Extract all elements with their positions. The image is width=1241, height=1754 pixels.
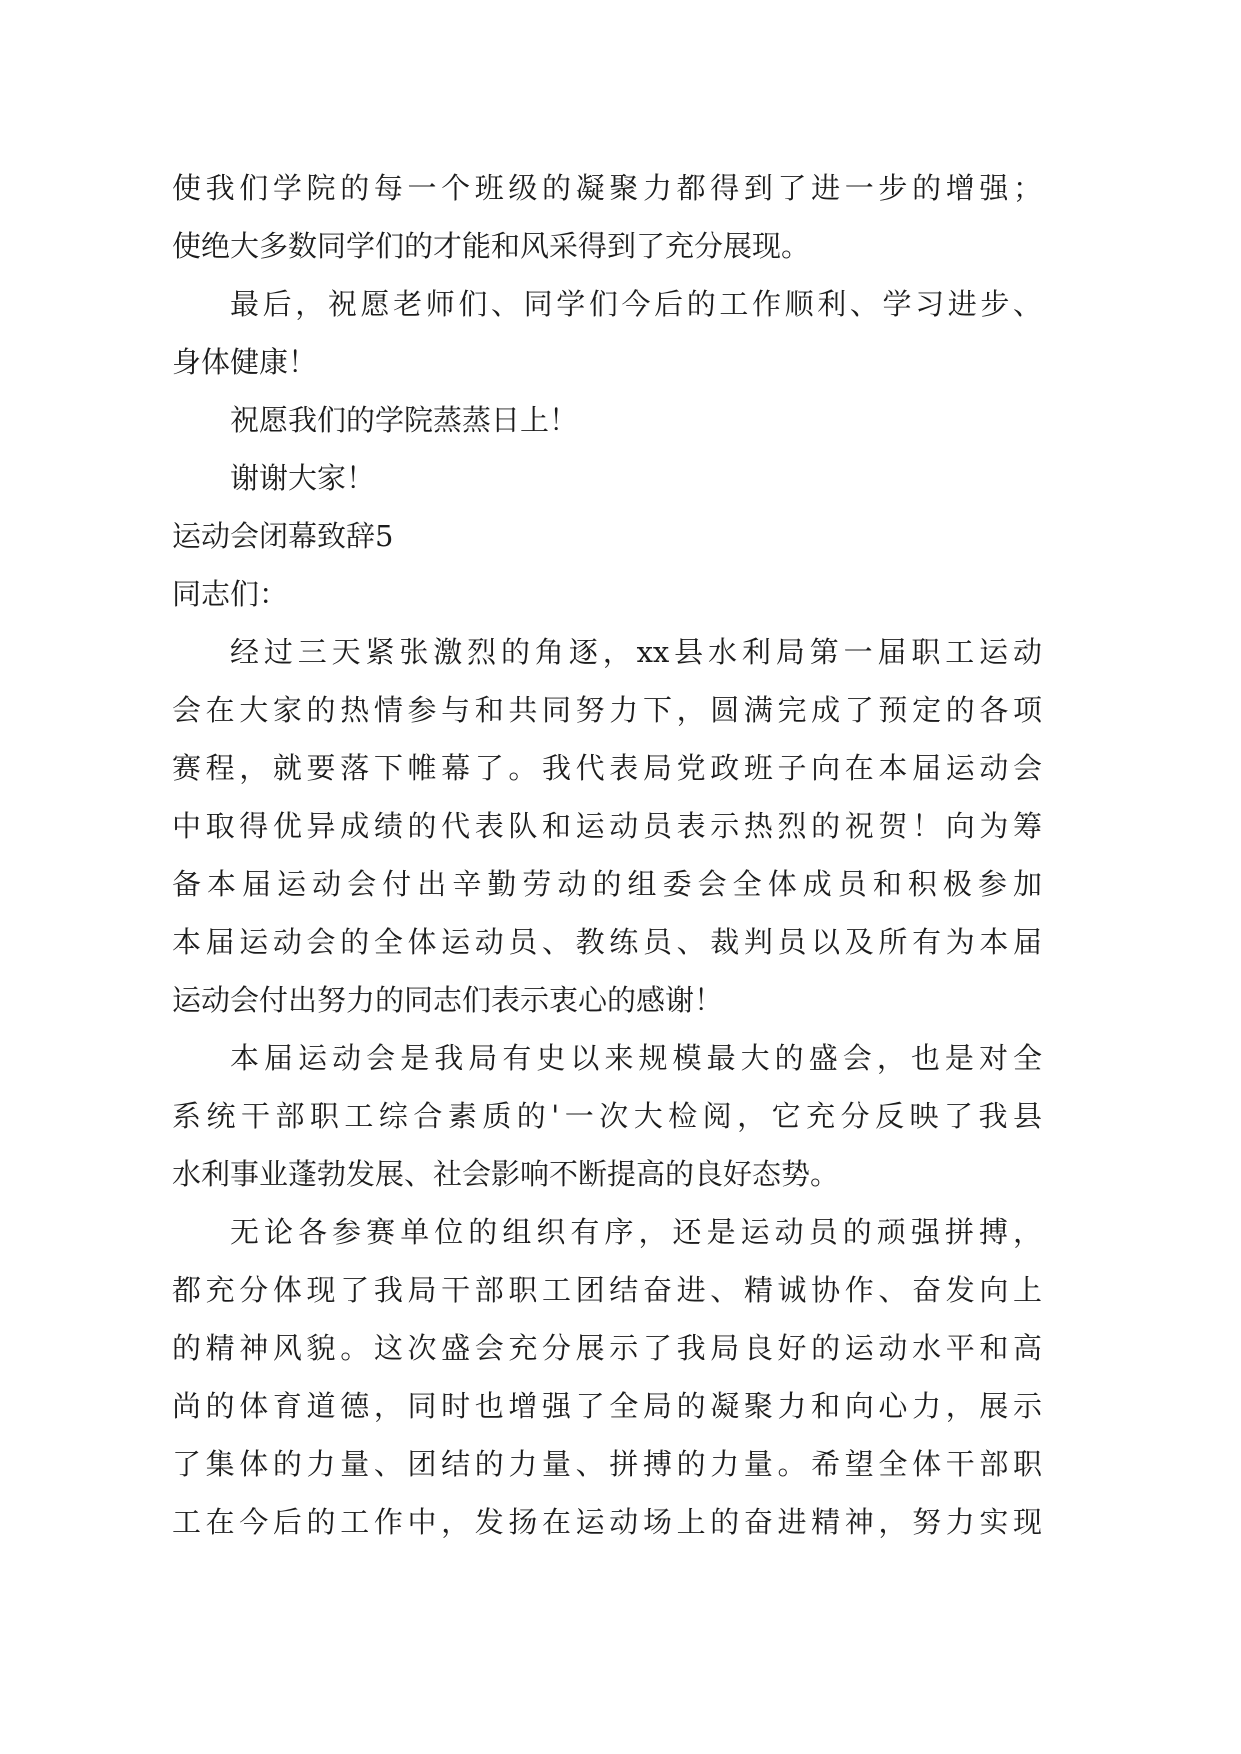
- section-title: 运动会闭幕致辞5: [172, 519, 394, 553]
- text-line: 身体健康！: [172, 345, 318, 379]
- text-line: 备本届运动会付出辛勤劳动的组委会全体成员和积极参加: [172, 867, 1042, 901]
- text-line: 工在今后的工作中，发扬在运动场上的奋进精神，努力实现: [172, 1505, 1042, 1539]
- text-line: 系统干部职工综合素质的'一次大检阅，它充分反映了我县: [172, 1099, 1042, 1133]
- text-line: 最后，祝愿老师们、同学们今后的工作顺利、学习进步、: [230, 287, 1042, 321]
- text-line: 本届运动会是我局有史以来规模最大的盛会，也是对全: [230, 1041, 1042, 1075]
- document-body: [172, 159, 1042, 1551]
- text-line: 谢谢大家！: [230, 461, 376, 495]
- text-line: 都充分体现了我局干部职工团结奋进、精诚协作、奋发向上: [172, 1273, 1042, 1307]
- text-line: 无论各参赛单位的组织有序，还是运动员的顽强拼搏，: [230, 1215, 1042, 1249]
- text-line: 水利事业蓬勃发展、社会影响不断提高的良好态势。: [172, 1157, 840, 1191]
- text-line: 使绝大多数同学们的才能和风采得到了充分展现。: [172, 229, 811, 263]
- text-line: 中取得优异成绩的代表队和运动员表示热烈的祝贺！向为筹: [172, 809, 1042, 843]
- text-line: 赛程，就要落下帷幕了。我代表局党政班子向在本届运动会: [172, 751, 1042, 785]
- text-line: 经过三天紧张激烈的角逐，xx县水利局第一届职工运动: [230, 635, 1042, 669]
- text-line: 会在大家的热情参与和共同努力下，圆满完成了预定的各项: [172, 693, 1042, 727]
- text-line: 本届运动会的全体运动员、教练员、裁判员以及所有为本届: [172, 925, 1042, 959]
- text-line: 了集体的力量、团结的力量、拼搏的力量。希望全体干部职: [172, 1447, 1042, 1481]
- text-line: 尚的体育道德，同时也增强了全局的凝聚力和向心力，展示: [172, 1389, 1042, 1423]
- text-line: 祝愿我们的学院蒸蒸日上！: [230, 403, 579, 437]
- salutation: 同志们：: [172, 577, 289, 611]
- text-line: 的精神风貌。这次盛会充分展示了我局良好的运动水平和高: [172, 1331, 1042, 1365]
- text-line: 运动会付出努力的同志们表示衷心的感谢！: [172, 983, 724, 1017]
- text-line: 使我们学院的每一个班级的凝聚力都得到了进一步的增强；: [172, 171, 1042, 205]
